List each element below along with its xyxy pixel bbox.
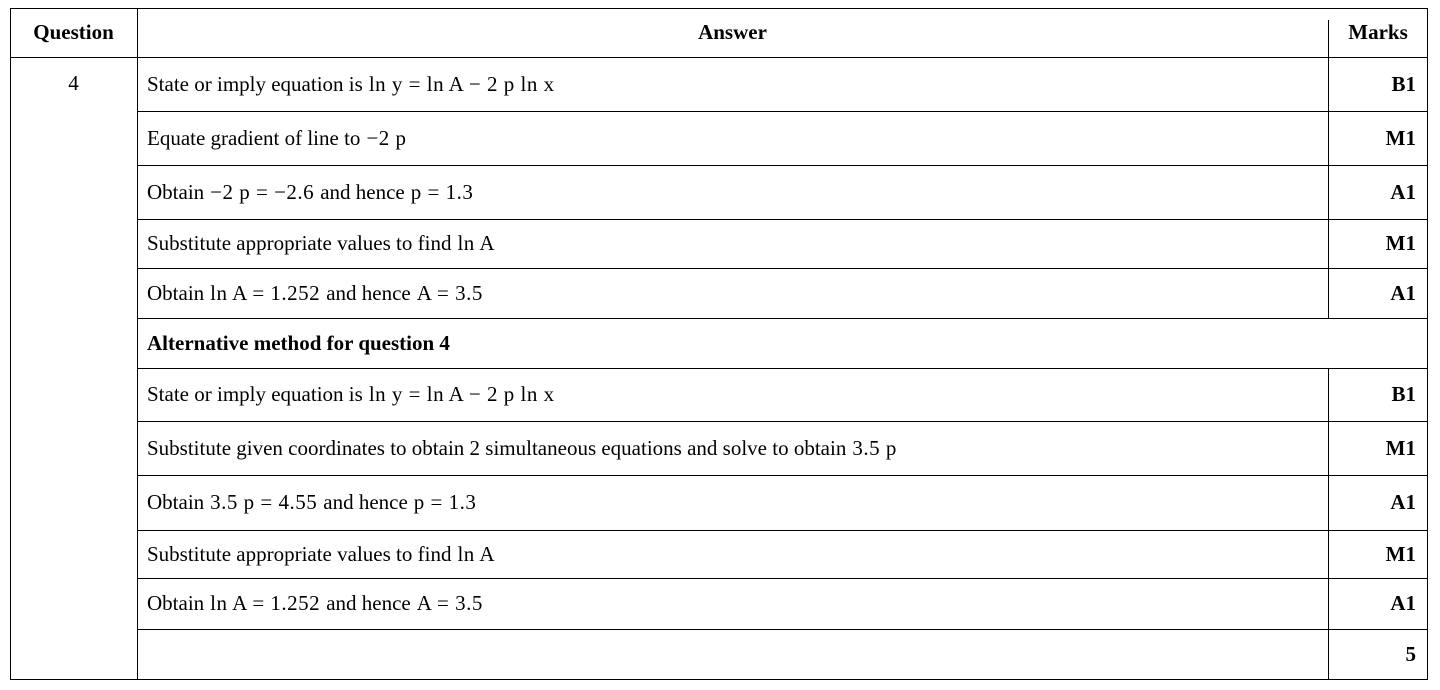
method-row-answer-3 — [137, 165, 1338, 219]
method-row-mark-label: B1 — [1391, 71, 1416, 96]
alt-row-math: ln A = 1.252 — [210, 591, 321, 615]
method-row-answer-1 — [137, 57, 1338, 111]
alt-row-connective: and hence — [326, 591, 411, 615]
method-row-mark-1 — [1328, 57, 1428, 111]
method-row-mark-label: M1 — [1385, 231, 1416, 255]
alt-method-heading-label: Alternative method for question 4 — [147, 330, 450, 355]
alt-row-math: 3.5 p — [852, 435, 897, 460]
header-question — [10, 8, 137, 57]
method-row-text: Equate gradient of line to — [147, 125, 361, 150]
alt-row-text: State or imply equation is — [147, 382, 363, 406]
method-row-mark-label: M1 — [1385, 125, 1416, 150]
method-row-math: −2 p = −2.6 — [210, 179, 315, 204]
alt-row-text: Obtain — [147, 591, 205, 615]
alt-row-mark-label: A1 — [1390, 591, 1416, 615]
method-row-text: Substitute appropriate values to find — [147, 231, 452, 255]
alt-row-mark-4 — [1328, 530, 1428, 578]
method-row-text: Obtain — [147, 179, 205, 204]
alt-row-math: 3.5 p = 4.55 — [210, 490, 318, 514]
header-marks-label: Marks — [1348, 20, 1408, 44]
method-row-answer-4 — [137, 219, 1338, 268]
method-row-math: ln y = ln A − 2 p ln x — [368, 71, 555, 96]
method-row-text: State or imply equation is — [147, 71, 363, 96]
method-row-math: −2 p — [366, 125, 407, 150]
alt-row-answer-5 — [137, 578, 1338, 629]
question-number — [10, 57, 137, 117]
method-row-math: ln A = 1.252 — [210, 280, 321, 305]
alt-row-text: Substitute given coordinates to obtain 2 simultaneous equations and solve to obtain — [147, 435, 847, 460]
alt-row-mark-label: A1 — [1390, 490, 1416, 514]
alt-row-math: ln y = ln A − 2 p ln x — [368, 382, 555, 406]
method-row-math-result: p = 1.3 — [410, 179, 474, 204]
alt-row-math-result: p = 1.3 — [413, 490, 477, 514]
alt-row-math-result: A = 3.5 — [416, 591, 483, 615]
method-row-answer-5 — [137, 268, 1338, 318]
header-answer-label: Answer — [698, 20, 767, 44]
header-question-label: Question — [33, 20, 114, 44]
method-row-text: Obtain — [147, 280, 205, 305]
alt-row-mark-5 — [1328, 578, 1428, 629]
alt-row-mark-label: M1 — [1385, 435, 1416, 460]
total-marks — [1328, 629, 1428, 680]
method-row-mark-2 — [1328, 111, 1428, 165]
alt-row-math: ln A — [457, 541, 496, 566]
method-row-mark-label: A1 — [1390, 179, 1416, 204]
method-row-connective: and hence — [326, 280, 411, 305]
alt-row-mark-label: B1 — [1391, 382, 1416, 406]
method-row-math: ln A — [457, 231, 496, 255]
total-marks-label: 5 — [1405, 642, 1416, 666]
total-answer-empty — [137, 629, 1338, 680]
alt-row-answer-2 — [137, 421, 1338, 475]
header-answer — [137, 8, 1328, 57]
method-row-answer-2 — [137, 111, 1338, 165]
method-row-math-result: A = 3.5 — [416, 280, 483, 305]
alt-row-text: Obtain — [147, 490, 205, 514]
method-row-mark-label: A1 — [1390, 280, 1416, 305]
alt-row-text: Substitute appropriate values to find — [147, 541, 452, 566]
header-marks — [1328, 8, 1428, 57]
method-row-connective: and hence — [320, 179, 405, 204]
alt-row-answer-3 — [137, 475, 1338, 530]
method-row-mark-5 — [1328, 268, 1428, 318]
alt-row-answer-1 — [137, 368, 1338, 421]
alt-row-connective: and hence — [323, 490, 408, 514]
alt-row-mark-label: M1 — [1385, 541, 1416, 566]
question-number-label: 4 — [68, 71, 79, 95]
alt-method-heading — [137, 318, 1438, 368]
method-row-mark-3 — [1328, 165, 1428, 219]
alt-row-mark-1 — [1328, 368, 1428, 421]
method-row-mark-4 — [1328, 219, 1428, 268]
alt-row-mark-3 — [1328, 475, 1428, 530]
alt-row-mark-2 — [1328, 421, 1428, 475]
alt-row-answer-4 — [137, 530, 1338, 578]
